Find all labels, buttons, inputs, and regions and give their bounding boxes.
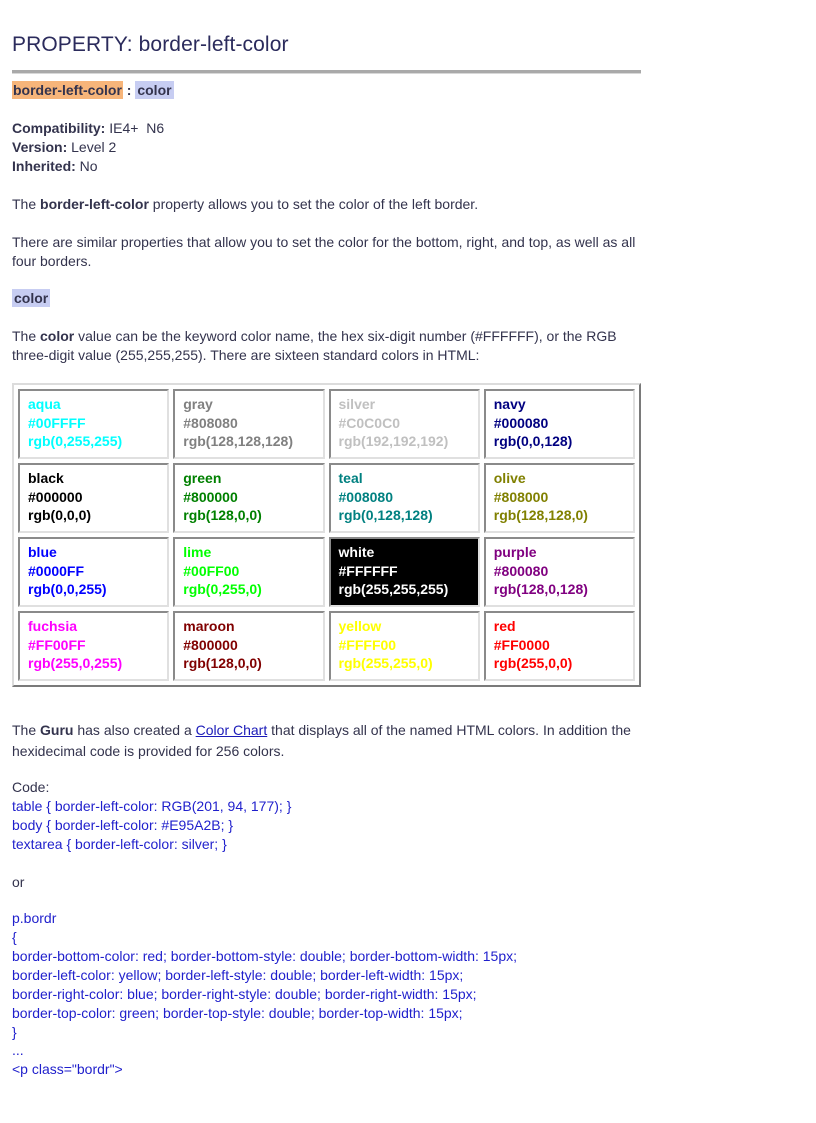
color-hex: #808080 [183, 414, 238, 431]
color-value-paragraph [12, 327, 637, 365]
color-cell-purple [484, 537, 635, 607]
color-name: white [338, 544, 375, 560]
color-rgb: rgb(0,255,0) [183, 581, 262, 597]
code-line: p.bordr [12, 910, 57, 926]
color-name: purple [493, 544, 537, 560]
code-line: border-left-color: yellow; border-left-style: double; border-left-width: 15px; [12, 967, 464, 983]
color-rgb: rgb(192,192,192) [338, 433, 449, 449]
inherited-value: No [75, 158, 98, 174]
color-name: olive [493, 470, 526, 486]
color-rgb: rgb(255,255,255) [338, 581, 449, 597]
color-hex: #0000FF [28, 562, 85, 579]
color-hex: #00FFFF [28, 414, 86, 431]
color-hex: #FFFFFF [338, 562, 398, 579]
color-rgb: rgb(128,0,0) [183, 507, 262, 523]
color-cell-maroon [173, 611, 324, 681]
color-hex: #C0C0C0 [338, 414, 400, 431]
color-para-bold: color [40, 328, 75, 344]
color-hex: #000080 [493, 414, 549, 431]
color-hex: #800080 [493, 562, 549, 579]
color-hex: #808000 [493, 488, 549, 505]
guru-text-post: that displays all of the named HTML colors. In addition the hexidecimal code is provided for 256 colors. [12, 722, 631, 759]
color-rgb: rgb(128,0,0) [183, 655, 262, 671]
color-cell-red [484, 611, 635, 681]
code-line: border-right-color: blue; border-right-style: double; border-right-width: 15px; [12, 986, 477, 1002]
color-rgb: rgb(0,128,128) [338, 507, 433, 523]
color-cell-olive [484, 463, 635, 533]
similar-properties-paragraph: There are similar properties that allow you to set the color for the bottom, right, and top, as well as all four borders. [12, 234, 636, 269]
color-hex: #000000 [28, 488, 83, 505]
code-line: textarea { border-left-color: silver; } [12, 836, 227, 852]
color-cell-navy [484, 389, 635, 459]
color-table [12, 383, 641, 687]
code-line: { [12, 929, 17, 945]
code-line: table { border-left-color: RGB(201, 94, 177); } [12, 798, 292, 814]
code-line: ... [12, 1042, 24, 1058]
color-name: fuchsia [28, 618, 78, 634]
version-line [12, 139, 116, 155]
color-chart-link[interactable]: Color Chart [195, 722, 268, 738]
color-heading-line [12, 290, 50, 306]
color-name: yellow [338, 618, 382, 634]
color-hex: #800000 [183, 636, 238, 653]
color-table-row [18, 611, 635, 681]
syntax-value: color [137, 82, 172, 98]
color-cell-teal [329, 463, 480, 533]
color-rgb: rgb(128,128,0) [493, 507, 588, 523]
intro-property-name: border-left-color [40, 196, 149, 212]
color-cell-aqua [18, 389, 169, 459]
color-name: teal [338, 470, 363, 486]
page-title: PROPERTY: border-left-color [12, 33, 289, 56]
color-name: maroon [183, 618, 235, 634]
color-name: red [493, 618, 516, 634]
color-cell-blue [18, 537, 169, 607]
color-rgb: rgb(0,0,128) [493, 433, 573, 449]
color-rgb: rgb(255,0,255) [28, 655, 123, 671]
color-table-row [18, 389, 635, 459]
color-name: aqua [28, 396, 61, 412]
code-line: } [12, 1024, 17, 1040]
color-cell-lime [173, 537, 324, 607]
color-name: green [183, 470, 222, 486]
compatibility-value: IE4+ N6 [105, 120, 165, 136]
color-rgb: rgb(0,255,255) [28, 433, 123, 449]
color-rgb: rgb(0,0,255) [28, 581, 107, 597]
color-name: black [28, 470, 64, 486]
code-label: Code: [12, 779, 50, 795]
color-hex: #00FF00 [183, 562, 240, 579]
color-hex: #008080 [338, 488, 394, 505]
guru-paragraph [12, 720, 637, 762]
code-line: body { border-left-color: #E95A2B; } [12, 817, 234, 833]
color-rgb: rgb(255,0,0) [493, 655, 573, 671]
compatibility-label: Compatibility: [12, 120, 106, 136]
inherited-label: Inherited: [12, 158, 76, 174]
color-cell-fuchsia [18, 611, 169, 681]
intro-paragraph [12, 195, 637, 214]
color-para-post: value can be the keyword color name, the hex six-digit number (#FFFFFF), or the RGB three-digit value (255,255,255). There are sixteen standard colors in HTML: [12, 328, 617, 363]
compatibility-line [12, 120, 164, 136]
color-name: navy [493, 396, 526, 412]
color-rgb: rgb(255,255,0) [338, 655, 433, 671]
color-rgb: rgb(128,128,128) [183, 433, 293, 449]
version-value: Level 2 [67, 139, 117, 155]
color-hex: #800000 [183, 488, 238, 505]
code-line: border-top-color: green; border-top-style: double; border-top-width: 15px; [12, 1005, 463, 1021]
syntax-separator: : [122, 82, 136, 98]
color-rgb: rgb(0,0,0) [28, 507, 92, 523]
version-label: Version: [12, 139, 68, 155]
color-hex: #FF0000 [493, 636, 550, 653]
color-name: lime [183, 544, 212, 560]
guru-text-pre: The [12, 722, 41, 738]
color-hex: #FF00FF [28, 636, 86, 653]
color-cell-black [18, 463, 169, 533]
color-name: blue [28, 544, 57, 560]
guru-name: Guru [40, 722, 74, 738]
color-hex: #FFFF00 [338, 636, 397, 653]
syntax-property: border-left-color [13, 82, 122, 98]
color-table-row [18, 537, 635, 607]
title-divider [12, 70, 641, 74]
color-cell-white [329, 537, 480, 607]
color-cell-silver [329, 389, 480, 459]
color-para-pre: The [12, 328, 41, 344]
color-cell-green [173, 463, 324, 533]
guru-text-mid: has also created a [73, 722, 196, 738]
inherited-line [12, 158, 98, 174]
color-cell-yellow [329, 611, 480, 681]
color-name: gray [183, 396, 213, 412]
color-heading: color [14, 290, 49, 306]
color-cell-gray [173, 389, 324, 459]
color-name: silver [338, 396, 376, 412]
code-line: border-bottom-color: red; border-bottom-style: double; border-bottom-width: 15px; [12, 948, 518, 964]
color-rgb: rgb(128,0,128) [493, 581, 588, 597]
syntax-line [12, 82, 174, 98]
or-text: or [12, 874, 25, 890]
code-line: <p class="bordr"> [12, 1061, 123, 1077]
intro-text-pre: The [12, 196, 41, 212]
intro-text-post: property allows you to set the color of the left border. [148, 196, 479, 212]
color-table-row [18, 463, 635, 533]
